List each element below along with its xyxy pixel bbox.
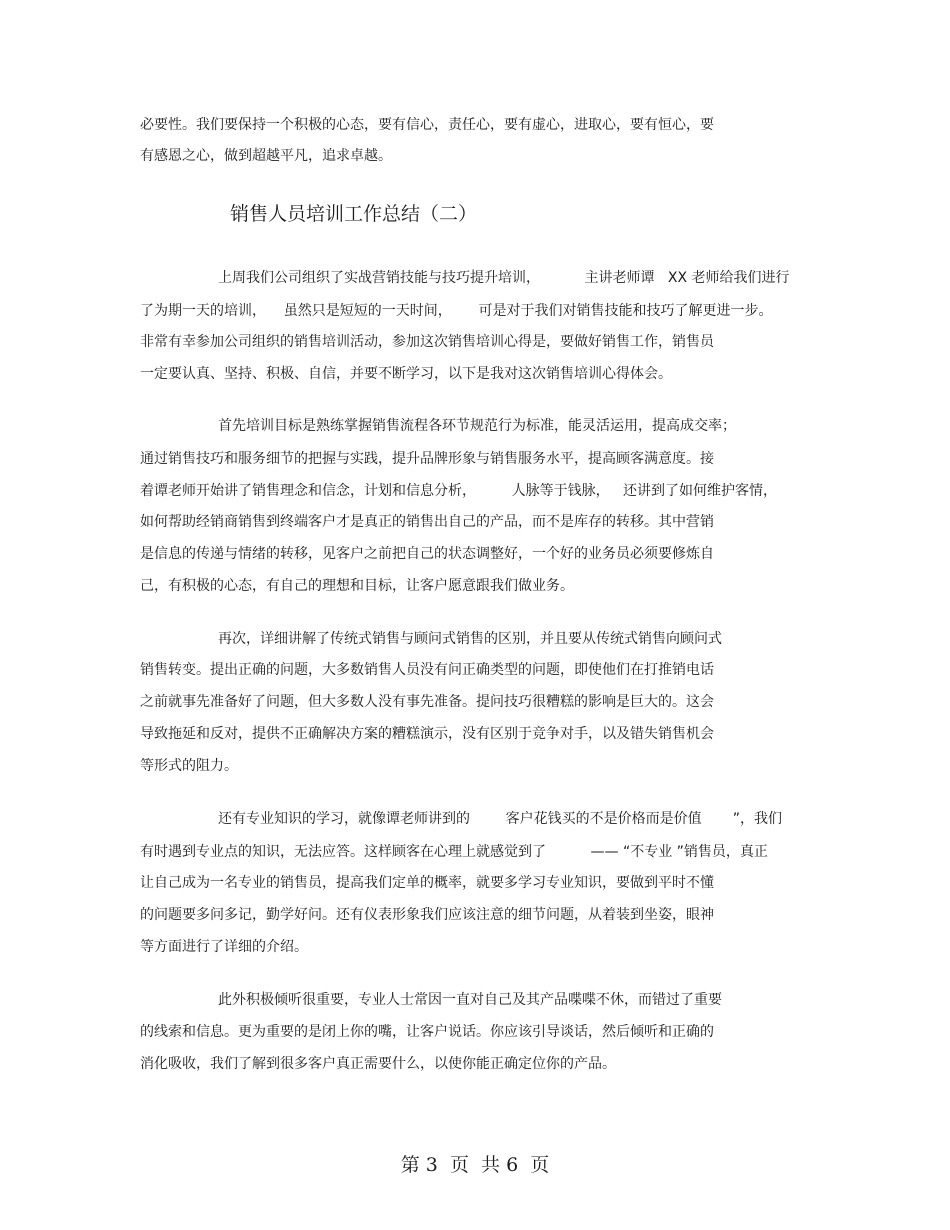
paragraph-line: 有时遇到专业点的知识，无法应答。这样顾客在心理上就感觉到了 —— “不专业 ”销售员，真正 xyxy=(140,844,768,860)
paragraph-line: 等形式的阻力。 xyxy=(140,758,238,774)
paragraph-line: 导致拖延和反对，提供不正确解决方案的糟糕演示，没有区别于竞争对手，以及错失销售机会 xyxy=(140,726,714,742)
paragraph-line: 了为期一天的培训， 虽然只是短短的一天时间， 可是对于我们对销售技能和技巧了解更进一步。 xyxy=(140,303,773,319)
paragraph-line: 此外积极倾听很重要，专业人士常因一直对自己及其产品喋喋不休，而错过了重要 xyxy=(218,992,722,1008)
paragraph-line: 的问题要多问多记，勤学好问。还有仪表形象我们应该注意的细节问题，从着装到坐姿，眼神 xyxy=(140,907,714,923)
section-title: 销售人员培训工作总结（二） xyxy=(230,203,478,225)
paragraph-line: 让自己成为一名专业的销售员，提高我们定单的概率，就要多学习专业知识，要做到平时不懂 xyxy=(140,875,714,891)
paragraph-line: 的线索和信息。更为重要的是闭上你的嘴，让客户说话。你应该引导谈话，然后倾听和正确的 xyxy=(140,1024,714,1040)
paragraph-line: 等方面进行了详细的介绍。 xyxy=(140,939,308,955)
paragraph-line: 再次，详细讲解了传统式销售与顾问式销售的区别，并且要从传统式销售向顾问式 xyxy=(218,631,722,647)
paragraph-line: 是信息的传递与情绪的转移，见客户之前把自己的状态调整好，一个好的业务员必须要修炼自 xyxy=(140,546,714,562)
paragraph-line: 非常有幸参加公司组织的销售培训活动，参加这次销售培训心得是，要做好销售工作，销售员 xyxy=(140,334,714,350)
paragraph-line: 着谭老师开始讲了销售理念和信念，计划和信息分析， 人脉等于钱脉， 还讲到了如何维护客情， xyxy=(140,483,777,499)
paragraph-line: 消化吸收，我们了解到很多客户真正需要什么，以使你能正确定位你的产品。 xyxy=(140,1056,616,1072)
paragraph-line: 首先培训目标是熟练掌握销售流程各环节规范行为标准，能灵活运用，提高成交率； xyxy=(218,418,736,434)
paragraph-line: 一定要认真、坚持、积极、自信，并要不断学习，以下是我对这次销售培训心得体会。 xyxy=(140,366,672,382)
paragraph-line: 之前就事先准备好了问题，但大多数人没有事先准备。提问技巧很糟糕的影响是巨大的。这会 xyxy=(140,694,714,710)
paragraph-line: 己，有积极的心态，有自己的理想和目标，让客户愿意跟我们做业务。 xyxy=(140,578,574,594)
intro-line: 必要性。我们要保持一个积极的心态，要有信心，责任心，要有虚心，进取心，要有恒心，要 xyxy=(140,117,714,133)
paragraph-line: 销售转变。提出正确的问题，大多数销售人员没有问正确类型的问题，即使他们在打推销电话 xyxy=(140,662,714,678)
paragraph-line: 上周我们公司组织了实战营销技能与技巧提升培训， 主讲老师谭 XX 老师给我们进行 xyxy=(218,270,790,286)
paragraph-line: 如何帮助经销商销售到终端客户才是真正的销售出自己的产品，而不是库存的转移。其中营销 xyxy=(140,514,714,530)
intro-line: 有感恩之心，做到超越平凡，追求卓越。 xyxy=(140,148,392,164)
paragraph-line: 还有专业知识的学习，就像谭老师讲到的 客户花钱买的不是价格而是价值 ”，我们 xyxy=(218,811,783,827)
paragraph-line: 通过销售技巧和服务细节的把握与实践，提升品牌形象与销售服务水平，提高顾客满意度。接 xyxy=(140,451,714,467)
page-number-footer: 第 3 页 共 6 页 xyxy=(400,1154,550,1176)
